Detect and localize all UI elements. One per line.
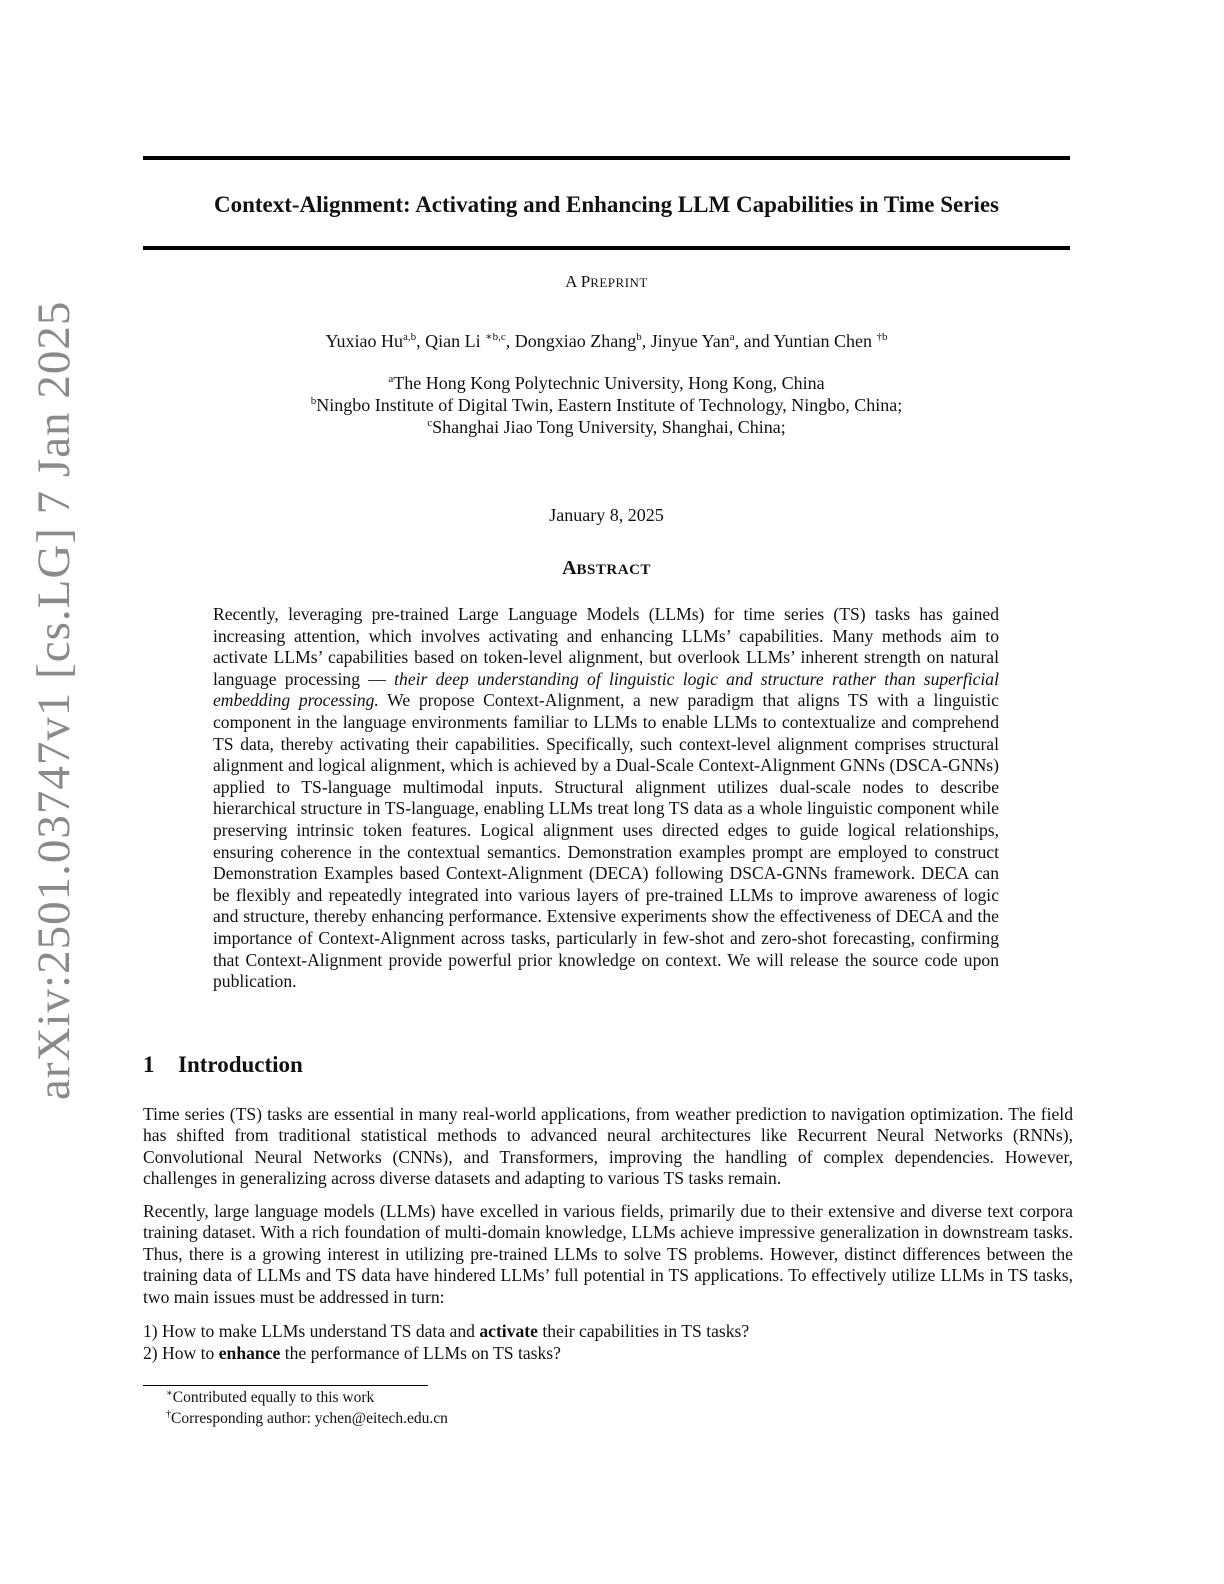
publication-date: January 8, 2025 [549, 505, 664, 525]
affiliation-marker: a [388, 373, 394, 385]
footnote-marker: ∗ [166, 1388, 173, 1399]
abstract-text-2: We propose Context-Alignment, a new paradigm that aligns TS with a linguistic component in the language environments familiar to LLMs to enable LLMs to contextualize and comprehend TS data, thereby activating their capabilities. Specifically, such context-level alignment comprises structural alignment and logical alignment, which is achieved by a Dual-Scale Context-Alignment GNNs (DSCA-GNNs) applied to TS-language multimodal inputs. Structural alignment utilizes dual-scale nodes to describe hierarchical structure in TS-language, enabling LLMs treat long TS data as a whole linguistic component while preserving intrinsic token features. Logical alignment uses directed edges to guide logical relationships, ensuring coherence in the contextual semantics. Demonstration examples prompt are employed to construct Demonstration Examples based Context-Alignment (DECA) following DSCA-GNNs framework. DECA can be flexibly and repeatedly integrated into various layers of pre-trained LLMs to improve awareness of logic and structure, thereby enhancing performance. Extensive experiments show the effectiveness of DECA and the importance of Context-Alignment across tasks, particularly in few-shot and zero-shot forecasting, confirming that Context-Alignment provide powerful prior knowledge on context. We will release the source code upon publication. [213, 690, 999, 992]
footnote-text: Corresponding author: ychen@eitech.edu.cn [171, 1410, 448, 1427]
abstract-body [213, 604, 999, 993]
footnote-text: Contributed equally to this work [172, 1389, 375, 1406]
abstract-italic-text: their deep understanding of linguistic logic and structure rather than superficial embedding processing. [213, 668, 999, 711]
footnote-rule [143, 1385, 428, 1386]
intro-paragraph-2: Recently, large language models (LLMs) have excelled in various fields, primarily due to their extensive and diverse text corpora training dataset. With a rich foundation of multi-domain knowledge, LLMs achieve impressive generalization in downstream tasks. Thus, there is a growing interest in utilizing pre-trained LLMs to solve TS problems. However, distinct differences between the training data of LLMs and TS data have hindered LLMs’ full potential in TS applications. To effectively utilize LLMs in TS tasks, two main issues must be addressed in turn: [143, 1201, 1073, 1307]
author-affil-marker: b [636, 331, 642, 343]
paper-title: Context-Alignment: Activating and Enhancing LLM Capabilities in Time Series [213, 192, 1000, 217]
author-affil-marker: a [729, 331, 735, 343]
author-separator: , and [734, 331, 774, 351]
affiliation-line [143, 416, 1070, 438]
affiliation-text: Ningbo Institute of Digital Twin, Eastern Institute of Technology, Ningbo, China; [316, 395, 903, 415]
affiliation-line [143, 394, 1070, 416]
affiliation-line [143, 372, 1070, 394]
research-question-1 [143, 1320, 1073, 1342]
affiliations [143, 372, 1070, 438]
author-separator: , [416, 331, 426, 351]
question-text: 1) How to make LLMs understand TS data and [143, 1321, 480, 1341]
affiliation-text: Shanghai Jiao Tong University, Shanghai, China; [432, 417, 786, 437]
author-name: Jinyue Yan [650, 331, 730, 351]
author-name: Yuxiao Hu [325, 331, 404, 351]
footnote-2 [166, 1409, 448, 1429]
top-rule [143, 156, 1070, 160]
preprint-p: P [580, 272, 591, 291]
author-affil-marker: a,b [403, 331, 417, 343]
question-text: 2) How to [143, 1343, 219, 1363]
section-heading-introduction [143, 1050, 303, 1080]
preprint-a: A [565, 272, 581, 291]
arxiv-side-identifier: arXiv:2501.03747v1 [cs.LG] 7 Jan 2025 [28, 300, 80, 1100]
footnote-1 [166, 1388, 374, 1408]
author-list [143, 328, 1070, 354]
question-text: the performance of LLMs on TS tasks? [280, 1343, 561, 1363]
abstract-heading [143, 555, 1070, 583]
preprint-label [143, 270, 1070, 295]
author-separator: , [505, 331, 515, 351]
footnote-marker: † [166, 1409, 171, 1420]
author-name: Qian Li [425, 331, 486, 351]
section-number: 1 [143, 1052, 155, 1077]
preprint-rest: REPRINT [590, 275, 648, 290]
author-affil-marker: ∗b,c [485, 331, 506, 343]
affiliation-marker: b [310, 395, 317, 407]
section-title: Introduction [178, 1052, 303, 1077]
author-name: Yuntian Chen [773, 331, 877, 351]
author-separator: , [641, 331, 651, 351]
question-bold-word: activate [479, 1321, 538, 1341]
question-text: their capabilities in TS tasks? [537, 1321, 750, 1341]
abstract-text-1: Recently, leveraging pre-trained Large Language Models (LLMs) for time series (TS) tasks has gained increasing attention, which involves activating and enhancing LLMs’ capabilities. Many methods aim to activate LLMs’ capabilities based on token-level alignment, but overlook LLMs’ inherent strength on natural language processing — [213, 604, 999, 689]
affiliation-marker: c [427, 417, 433, 429]
question-bold-word: enhance [218, 1343, 281, 1363]
title-bottom-rule [143, 246, 1070, 250]
author-affil-marker: †b [876, 331, 888, 343]
abstract-heading-rest: BSTRACT [576, 562, 651, 578]
author-name: Dongxiao Zhang [514, 331, 637, 351]
intro-paragraph-1: Time series (TS) tasks are essential in many real-world applications, from weather prediction to navigation optimization. The field has shifted from traditional statistical methods to advanced neural architectures like Recurrent Neural Networks (RNNs), Convolutional Neural Networks (CNNs), and Transformers, improving the handling of complex dependencies. However, challenges in generalizing across diverse datasets and adapting to various TS tasks remain. [143, 1104, 1073, 1189]
research-question-2 [143, 1342, 1073, 1364]
affiliation-text: The Hong Kong Polytechnic University, Hong Kong, China [393, 373, 825, 393]
abstract-heading-initial: A [562, 557, 577, 579]
